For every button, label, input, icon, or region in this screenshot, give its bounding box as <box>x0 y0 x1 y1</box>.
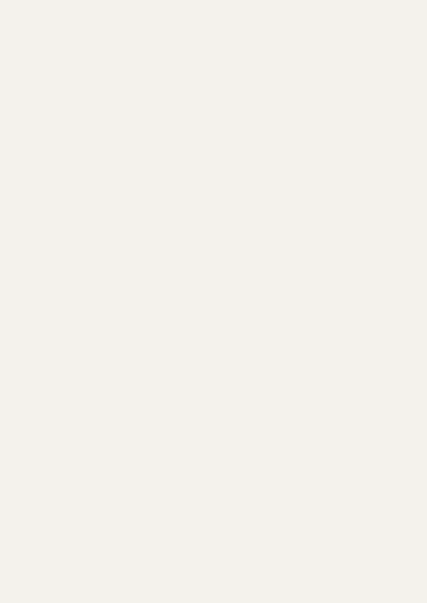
right-column <box>218 4 422 599</box>
left-column <box>6 4 210 599</box>
